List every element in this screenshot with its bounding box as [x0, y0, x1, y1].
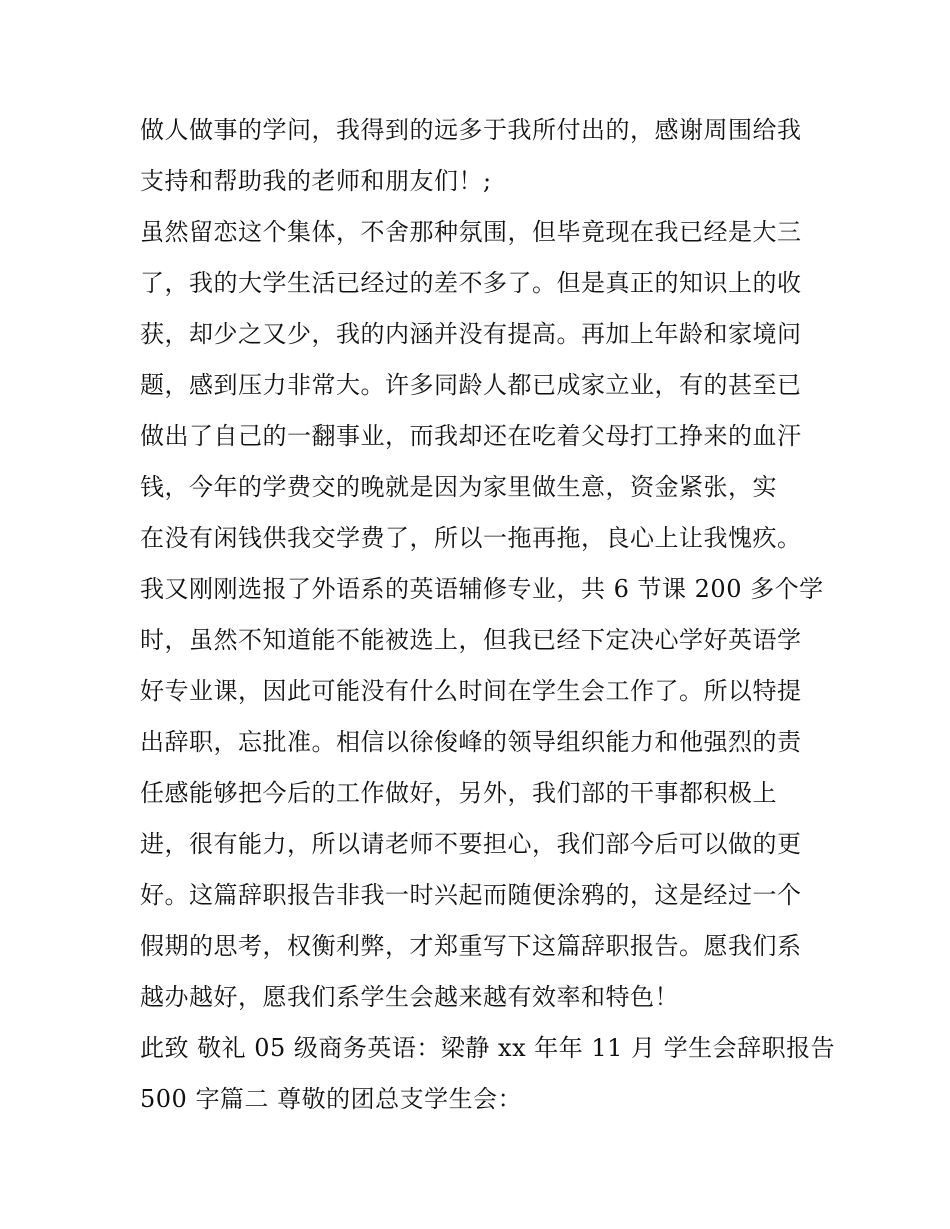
- text-line: 此致 敬礼 05 级商务英语：梁静 xx 年年 11 月 学生会辞职报告: [140, 1034, 836, 1062]
- text-line: 假期的思考，权衡利弊，才郑重写下这篇辞职报告。愿我们系: [140, 932, 802, 960]
- document-body: [140, 105, 836, 1125]
- text-line: 出辞职，忘批准。相信以徐俊峰的领导组织能力和他强烈的责: [140, 728, 802, 756]
- text-line: 在没有闲钱供我交学费了，所以一拖再拖，良心上让我愧疚。: [140, 524, 802, 552]
- text-line: 做出了自己的一翻事业，而我却还在吃着父母打工挣来的血汗: [140, 422, 802, 450]
- text-line: 支持和帮助我的老师和朋友们！;: [140, 167, 492, 195]
- text-line: 时，虽然不知道能不能被选上，但我已经下定决心学好英语学: [140, 626, 802, 654]
- text-line: 越办越好，愿我们系学生会越来越有效率和特色！: [140, 983, 679, 1011]
- text-line: 好专业课，因此可能没有什么时间在学生会工作了。所以特提: [140, 677, 802, 705]
- text-line: 题，感到压力非常大。许多同龄人都已成家立业，有的甚至已: [140, 371, 802, 399]
- text-line: 做人做事的学问，我得到的远多于我所付出的，感谢周围给我: [140, 116, 802, 144]
- text-line: 好。这篇辞职报告非我一时兴起而随便涂鸦的，这是经过一个: [140, 881, 802, 909]
- text-line: 了，我的大学生活已经过的差不多了。但是真正的知识上的收: [140, 269, 802, 297]
- text-line: 我又刚刚选报了外语系的英语辅修专业，共 6 节课 200 多个学: [140, 575, 824, 603]
- text-line: 进，很有能力，所以请老师不要担心，我们部今后可以做的更: [140, 830, 802, 858]
- text-line: 500 字篇二 尊敬的团总支学生会：: [140, 1085, 523, 1113]
- text-line: 虽然留恋这个集体，不舍那种氛围，但毕竟现在我已经是大三: [140, 218, 802, 246]
- text-line: 获，却少之又少，我的内涵并没有提高。再加上年龄和家境问: [140, 320, 802, 348]
- text-line: 钱，今年的学费交的晚就是因为家里做生意，资金紧张，实: [140, 473, 777, 501]
- text-line: 任感能够把今后的工作做好，另外，我们部的干事都积极上: [140, 779, 777, 807]
